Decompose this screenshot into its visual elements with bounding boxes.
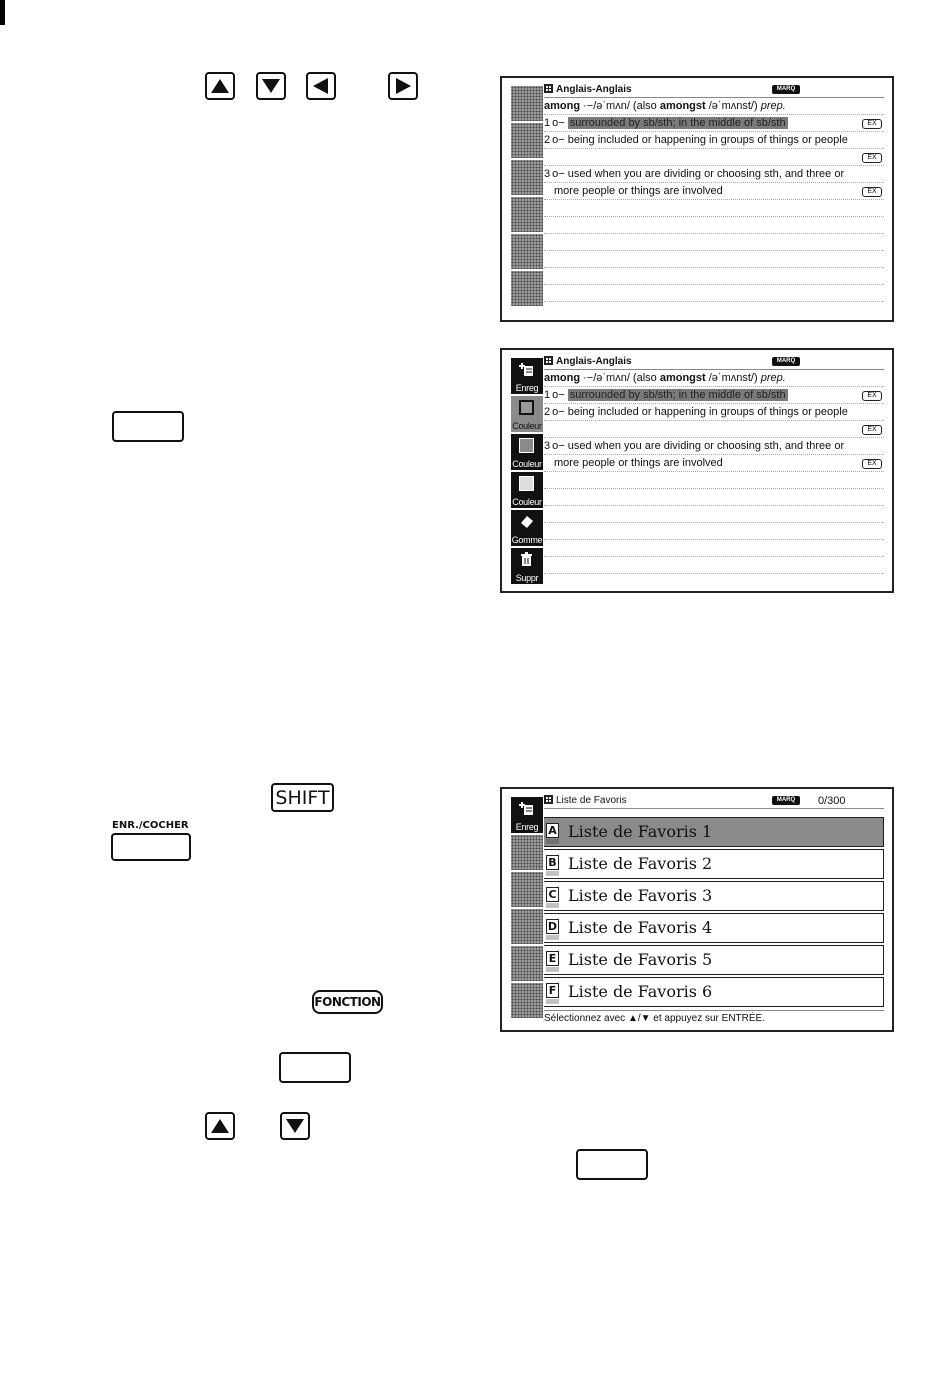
- grid-icon: [544, 84, 553, 93]
- sense-text: used when you are dividing or choosing sth, and three or: [567, 440, 845, 452]
- left-arrow-key: [306, 72, 336, 100]
- up-arrow-key: [205, 72, 235, 100]
- key-icon: o−: [552, 117, 565, 129]
- alt-pronunciation: /əˈmʌnst/): [705, 372, 761, 384]
- marq-badge: MARQ: [772, 85, 800, 94]
- screen-header: [544, 795, 884, 809]
- sense-text: being included or happening in groups of things or people: [567, 134, 848, 146]
- marq-badge: MARQ: [772, 796, 800, 805]
- example-icon[interactable]: EX: [862, 425, 882, 435]
- key-icon: o−: [552, 389, 565, 401]
- list-letter-icon: F: [546, 983, 559, 998]
- sense-2[interactable]: [544, 132, 884, 149]
- sense-1[interactable]: [544, 387, 884, 404]
- eraser-icon: [519, 514, 534, 529]
- favorites-count: 0/300: [818, 795, 846, 807]
- left-arrow-icon: [312, 77, 330, 95]
- list-letter-icon: B: [546, 855, 559, 870]
- sidebar-cell: [511, 909, 543, 944]
- alt-headword: amongst: [659, 100, 706, 112]
- sidebar-cell: [511, 197, 543, 232]
- sidebar-cell: [511, 160, 543, 195]
- favorites-list-item[interactable]: [544, 945, 884, 975]
- marq-badge: MARQ: [772, 357, 800, 366]
- screen-sidebar: [511, 86, 543, 308]
- sidebar-cell: [511, 123, 543, 158]
- empty-line: [544, 200, 884, 217]
- sense-2[interactable]: [544, 404, 884, 421]
- right-arrow-key: [388, 72, 418, 100]
- couleur-label: Couleur: [512, 497, 542, 507]
- sense-number: 3: [544, 440, 551, 452]
- sense-2-ex-line: [544, 421, 884, 438]
- color-button-3[interactable]: [511, 472, 543, 508]
- down-arrow-key: [280, 1112, 310, 1140]
- enreg-label: Enreg: [515, 822, 539, 832]
- save-list-icon: [519, 801, 534, 816]
- sense-3-cont: [544, 455, 884, 472]
- empty-line: [544, 523, 884, 540]
- up-arrow-icon: [210, 1118, 230, 1134]
- headword: among: [544, 372, 581, 384]
- sense-text: being included or happening in groups of things or people: [567, 406, 848, 418]
- alt-headword: amongst: [659, 372, 706, 384]
- part-of-speech: prep.: [760, 372, 786, 384]
- example-icon[interactable]: EX: [862, 391, 882, 401]
- sidebar-cell: [511, 872, 543, 907]
- suppr-label: Suppr: [515, 573, 539, 583]
- sense-text-cont: more people or things are involved: [554, 185, 723, 197]
- sidebar-cell: [511, 86, 543, 121]
- gomme-button[interactable]: [511, 510, 543, 546]
- blank-key: [576, 1149, 648, 1180]
- enreg-label: Enreg: [515, 383, 539, 393]
- sense-3[interactable]: [544, 166, 884, 183]
- empty-line: [544, 506, 884, 523]
- color-swatch-icon: [519, 438, 534, 453]
- empty-line: [544, 472, 884, 489]
- suppr-button[interactable]: [511, 548, 543, 584]
- sense-2-ex-line: [544, 149, 884, 166]
- up-arrow-key: [205, 1112, 235, 1140]
- key-icon: o−: [552, 168, 565, 180]
- favorites-list-item[interactable]: [544, 817, 884, 847]
- grid-icon: [544, 795, 553, 804]
- gomme-label: Gomme: [511, 535, 543, 545]
- color-swatch-icon: [519, 476, 534, 491]
- key-icon: o−: [552, 134, 565, 146]
- favorites-list-label: Liste de Favoris 5: [568, 950, 713, 969]
- dictionary-content: [544, 356, 884, 574]
- enreg-button[interactable]: [511, 797, 543, 833]
- save-list-icon: [519, 362, 534, 377]
- headword: among: [544, 100, 581, 112]
- header-title: Anglais-Anglais: [556, 356, 632, 367]
- sense-number: 2: [544, 134, 551, 146]
- sense-3-cont: [544, 183, 884, 200]
- color-button-1[interactable]: [511, 396, 543, 432]
- example-icon[interactable]: EX: [862, 153, 882, 163]
- margin-rule: [0, 0, 5, 25]
- favorites-list-label: Liste de Favoris 1: [568, 822, 713, 841]
- list-letter-icon: D: [547, 920, 558, 933]
- favorites-list-label: Liste de Favoris 6: [568, 982, 713, 1001]
- fonction-key: FONCTION: [312, 990, 383, 1014]
- sense-number: 1: [544, 117, 551, 129]
- alt-pronunciation: /əˈmʌnst/): [705, 100, 761, 112]
- favorites-list-item[interactable]: [544, 881, 884, 911]
- part-of-speech: prep.: [760, 100, 786, 112]
- sense-number: 1: [544, 389, 551, 401]
- enreg-button[interactable]: [511, 358, 543, 394]
- highlighted-text: surrounded by sb/sth; in the middle of sb/sth: [569, 117, 786, 129]
- down-arrow-key: [256, 72, 286, 100]
- marker-tools-screen: [500, 348, 894, 593]
- headword-line: [544, 370, 884, 387]
- sidebar-cell: [511, 835, 543, 870]
- dictionary-screen: [500, 76, 894, 322]
- enr-cocher-label: ENR./COCHER: [112, 820, 189, 831]
- blank-key: [279, 1052, 351, 1083]
- empty-line: [544, 557, 884, 574]
- favorites-list-item[interactable]: [544, 849, 884, 879]
- up-arrow-icon: [210, 78, 230, 94]
- screen-header: [544, 356, 884, 370]
- pronunciation: ·−/əˈmʌn/ (also: [580, 372, 660, 384]
- example-icon[interactable]: EX: [862, 119, 882, 129]
- sense-text-cont: more people or things are involved: [554, 457, 723, 469]
- dictionary-content: [544, 84, 884, 302]
- blank-key: [112, 411, 184, 442]
- empty-line: [544, 234, 884, 251]
- highlighted-text: surrounded by sb/sth; in the middle of sb/sth: [569, 389, 786, 401]
- favorites-list-label: Liste de Favoris 2: [568, 854, 713, 873]
- empty-line: [544, 268, 884, 285]
- color-button-2[interactable]: [511, 434, 543, 470]
- sidebar-cell: [511, 946, 543, 981]
- couleur-label: Couleur: [512, 459, 542, 469]
- list-letter-icon: A: [546, 823, 559, 838]
- instruction-footer: Sélectionnez avec ▲/▼ et appuyez sur ENTRÉE.: [544, 1010, 884, 1024]
- list-letter-icon: C: [546, 887, 559, 902]
- color-swatch-icon: [519, 400, 534, 415]
- pronunciation: ·−/əˈmʌn/ (also: [580, 100, 660, 112]
- headword-line: [544, 98, 884, 115]
- favorites-content: [544, 795, 884, 1009]
- shift-key: SHIFT: [271, 783, 334, 812]
- enr-cocher-key: [111, 833, 191, 861]
- empty-line: [544, 285, 884, 302]
- header-title: Anglais-Anglais: [556, 84, 632, 95]
- key-icon: o−: [552, 440, 565, 452]
- sense-1[interactable]: [544, 115, 884, 132]
- trash-icon: [519, 552, 534, 567]
- sidebar-cell: [511, 983, 543, 1018]
- sense-text: used when you are dividing or choosing sth, and three or: [567, 168, 845, 180]
- key-icon: o−: [552, 406, 565, 418]
- screen-header: [544, 84, 884, 98]
- favorites-screen: [500, 787, 894, 1032]
- example-icon[interactable]: EX: [862, 187, 882, 197]
- favorites-sidebar: [511, 797, 543, 1020]
- down-arrow-icon: [285, 1118, 305, 1134]
- favorites-list-label: Liste de Favoris 4: [568, 918, 713, 937]
- grid-icon: [544, 356, 553, 365]
- empty-line: [544, 217, 884, 234]
- example-icon[interactable]: EX: [862, 459, 882, 469]
- down-arrow-icon: [261, 78, 281, 94]
- favorites-list-item[interactable]: [544, 913, 884, 943]
- header-title: Liste de Favoris: [556, 795, 627, 806]
- right-arrow-icon: [394, 77, 412, 95]
- sense-number: 3: [544, 168, 551, 180]
- empty-line: [544, 489, 884, 506]
- sense-3[interactable]: [544, 438, 884, 455]
- favorites-list-label: Liste de Favoris 3: [568, 886, 713, 905]
- empty-line: [544, 540, 884, 557]
- couleur-label: Couleur: [512, 421, 542, 431]
- sidebar-cell: [511, 234, 543, 269]
- tool-sidebar: [511, 358, 543, 586]
- sense-number: 2: [544, 406, 551, 418]
- sidebar-cell: [511, 271, 543, 306]
- list-letter-icon: E: [546, 951, 559, 966]
- empty-line: [544, 251, 884, 268]
- favorites-list-item[interactable]: [544, 977, 884, 1007]
